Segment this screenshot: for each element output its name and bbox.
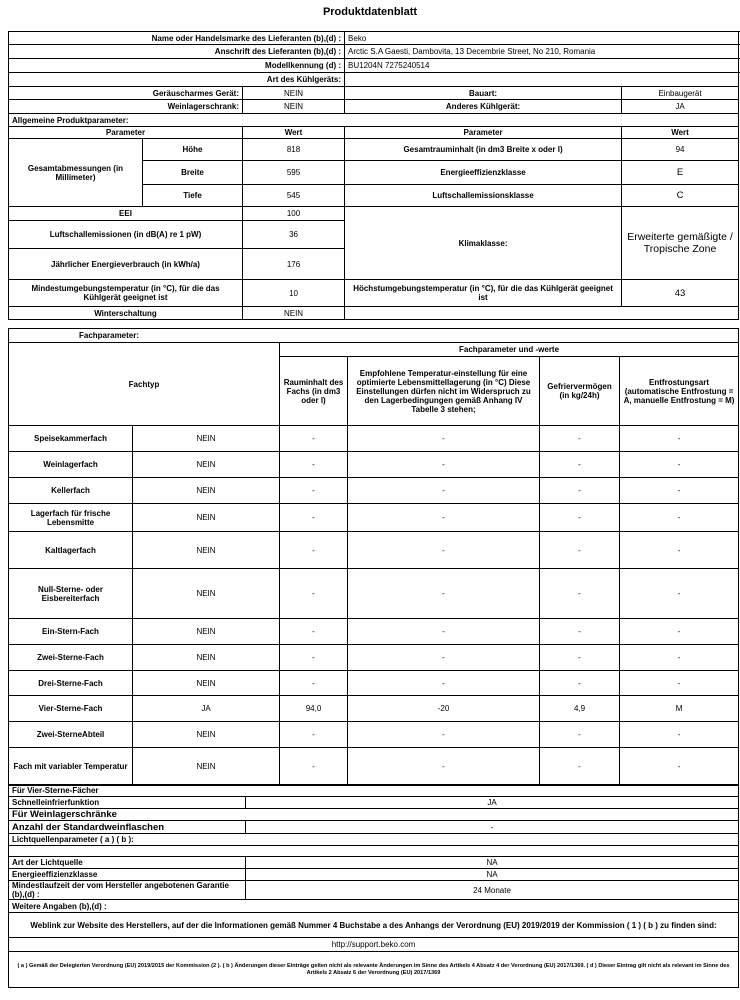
noise-class-label: Luftschallemissionsklasse — [345, 185, 622, 207]
compartment-row — [9, 671, 739, 696]
compartment-volume: 94,0 — [280, 696, 348, 722]
general-table — [8, 31, 739, 320]
page-title: Produktdatenblatt — [322, 6, 418, 18]
other-appliance-value: JA — [622, 100, 739, 114]
weblink-text: Weblink zur Website des Herstellers, auf der die Informationen gemäß Nummer 4 Buchstabe a des Anhangs der Verordnung (EU) 2019/2019 der Kommission ( 1 ) ( b ) zu finden sind: — [9, 913, 739, 938]
compartment-volume: - — [280, 426, 348, 452]
width-value: 595 — [243, 161, 345, 185]
compartment-temp: - — [348, 452, 540, 478]
light-section-title: Lichtquellenparameter ( a ) ( b ): — [9, 834, 739, 846]
bottles-value: - — [246, 821, 739, 834]
compartments-section-title: Fachparameter: — [9, 329, 739, 343]
compartment-name: Kellerfach — [9, 478, 133, 504]
compartment-freeze: - — [540, 426, 620, 452]
compartment-present: NEIN — [133, 504, 280, 532]
compartment-freeze: - — [540, 532, 620, 569]
winter-empty — [345, 307, 739, 320]
compartment-defrost: - — [620, 722, 739, 748]
supplier-address-value: Arctic S.A Gaesti, Dambovita, 13 Decembrie Street, No 210, Romania — [345, 45, 739, 59]
light-class-label: Energieeffizienzklasse — [9, 869, 246, 881]
compartment-row — [9, 722, 739, 748]
height-value: 818 — [243, 139, 345, 161]
noise-class-value: C — [622, 185, 739, 207]
compartment-defrost: - — [620, 452, 739, 478]
compartment-temp: - — [348, 645, 540, 671]
compartment-temp: - — [348, 569, 540, 619]
compartment-freeze: - — [540, 452, 620, 478]
energy-consumption-value: 176 — [243, 249, 345, 280]
compartment-present: NEIN — [133, 426, 280, 452]
compartment-name: Fach mit variabler Temperatur — [9, 748, 133, 786]
compartment-temp: - — [348, 671, 540, 696]
compartment-defrost: - — [620, 569, 739, 619]
compartment-defrost: M — [620, 696, 739, 722]
footnote: ( a ) Gemäß der Delegierten Verordnung (EU) 2019/2015 der Kommission (2 ). ( b ) Änderungen dieser Einträge gelten nicht als relevante Änderungen im Sinne des Artikels 4 Absatz 4 der Verordnung (EU) 2017/1369. ( d ) Dieser Eintrag gilt nicht als relevant im Sinne des Artikels 2 Absatz 6 der Verordnung (EU) 2017/1369 — [9, 952, 739, 988]
compartment-row — [9, 748, 739, 786]
low-noise-label: Geräuscharmes Gerät: — [9, 87, 243, 100]
supplier-address-label: Anschrift des Lieferanten (b),(d) : — [9, 45, 345, 59]
freeze-col-header: Gefriervermögen (in kg/24h) — [540, 357, 620, 426]
compartment-volume: - — [280, 619, 348, 645]
compartment-name: Drei-Sterne-Fach — [9, 671, 133, 696]
supplier-name-value: Beko — [345, 32, 739, 45]
light-type-value: NA — [246, 857, 739, 869]
energy-consumption-label: Jährlicher Energieverbrauch (in kWh/a) — [9, 249, 243, 280]
value-header: Wert — [243, 127, 345, 139]
type-value — [345, 73, 739, 87]
compartment-present: JA — [133, 696, 280, 722]
compartment-temp: - — [348, 478, 540, 504]
compartment-group-header: Fachparameter und -werte — [280, 343, 739, 357]
compartment-name: Zwei-Sterne-Fach — [9, 645, 133, 671]
param-header: Parameter — [9, 127, 243, 139]
compartment-freeze: - — [540, 748, 620, 786]
compartment-volume: - — [280, 532, 348, 569]
compartment-freeze: - — [540, 478, 620, 504]
compartment-volume: - — [280, 452, 348, 478]
compartment-row — [9, 504, 739, 532]
depth-value: 545 — [243, 185, 345, 207]
model-value: BU1204N 7275240514 — [345, 59, 739, 73]
compartment-row — [9, 569, 739, 619]
supplier-name-label: Name oder Handelsmarke des Lieferanten (b),(d) : — [9, 32, 345, 45]
compartment-freeze: - — [540, 722, 620, 748]
dimensions-label: Gesamtabmessungen (in Millimeter) — [9, 139, 143, 207]
climate-label: Klimaklasse: — [345, 207, 622, 280]
volume-col-header: Rauminhalt des Fachs (in dm3 oder l) — [280, 357, 348, 426]
volume-label: Gesamtrauminhalt (in dm3 Breite x oder l) — [345, 139, 622, 161]
compartment-temp: - — [348, 504, 540, 532]
temp-col-header: Empfohlene Temperatur-einstellung für eine optimierte Lebensmittellagerung (in °C) Diese Einstellungen dürfen nicht im Widerspruch zu den Lagerbedingungen gemäß Anhang IV Tabelle 3 stehen; — [348, 357, 540, 426]
fast-freeze-label: Schnelleinfrierfunktion — [9, 797, 246, 809]
compartment-name: Vier-Sterne-Fach — [9, 696, 133, 722]
light-class-value: NA — [246, 869, 739, 881]
compartment-freeze: - — [540, 619, 620, 645]
model-label: Modellkennung (d) : — [9, 59, 345, 73]
design-value: Einbaugerät — [622, 87, 739, 100]
compartment-freeze: 4,9 — [540, 696, 620, 722]
warranty-label: Mindestlaufzeit der vom Hersteller angebotenen Garantie (b),(d) : — [9, 881, 246, 900]
value-header-2: Wert — [622, 127, 739, 139]
light-spacer — [9, 846, 739, 857]
compartment-name: Kaltlagerfach — [9, 532, 133, 569]
compartment-rows — [9, 426, 739, 786]
compartment-type-header: Fachtyp — [9, 343, 280, 426]
further-info-label: Weitere Angaben (b),(d) : — [9, 900, 739, 913]
height-label: Höhe — [143, 139, 243, 161]
compartment-present: NEIN — [133, 569, 280, 619]
bottles-label: Anzahl der Standardweinflaschen — [9, 821, 246, 834]
eei-label: EEI — [9, 207, 243, 221]
warranty-value: 24 Monate — [246, 881, 739, 900]
wine-section-title: Für Weinlagerschränke — [9, 809, 739, 821]
winter-label: Winterschaltung — [9, 307, 243, 320]
min-temp-label: Mindestumgebungstemperatur (in °C), für die das Kühlgerät geeignet ist — [9, 280, 243, 307]
wine-cabinet-label: Weinlagerschrank: — [9, 100, 243, 114]
defrost-col-header: Entfrostungsart (automatische Entfrostung = A, manuelle Entfrostung = M) — [620, 357, 739, 426]
climate-value: Erweiterte gemäßigte / Tropische Zone — [622, 207, 739, 280]
compartment-present: NEIN — [133, 532, 280, 569]
compartment-present: NEIN — [133, 645, 280, 671]
support-link[interactable]: http://support.beko.com — [9, 938, 739, 952]
compartment-defrost: - — [620, 619, 739, 645]
param-header-2: Parameter — [345, 127, 622, 139]
compartment-present: NEIN — [133, 671, 280, 696]
four-star-section-title: Für Vier-Sterne-Fächer — [9, 785, 739, 797]
light-type-label: Art der Lichtquelle — [9, 857, 246, 869]
max-temp-label: Höchstumgebungstemperatur (in °C), für die das Kühlgerät geeignet ist — [345, 280, 622, 307]
compartment-volume: - — [280, 478, 348, 504]
eei-value: 100 — [243, 207, 345, 221]
compartments-table — [8, 328, 739, 786]
winter-value: NEIN — [243, 307, 345, 320]
volume-value: 94 — [622, 139, 739, 161]
compartment-defrost: - — [620, 671, 739, 696]
compartment-freeze: - — [540, 504, 620, 532]
fast-freeze-value: JA — [246, 797, 739, 809]
compartment-volume: - — [280, 722, 348, 748]
compartment-present: NEIN — [133, 452, 280, 478]
energy-class-value: E — [622, 161, 739, 185]
compartment-defrost: - — [620, 426, 739, 452]
compartment-name: Speisekammerfach — [9, 426, 133, 452]
compartment-volume: - — [280, 569, 348, 619]
compartment-name: Zwei-SterneAbteil — [9, 722, 133, 748]
compartment-row — [9, 532, 739, 569]
general-section-title: Allgemeine Produktparameter: — [9, 114, 739, 127]
compartment-defrost: - — [620, 532, 739, 569]
design-label: Bauart: — [345, 87, 622, 100]
compartment-present: NEIN — [133, 478, 280, 504]
width-label: Breite — [143, 161, 243, 185]
bottom-table — [8, 784, 739, 988]
other-appliance-label: Anderes Kühlgerät: — [345, 100, 622, 114]
compartment-name: Ein-Stern-Fach — [9, 619, 133, 645]
compartment-row — [9, 619, 739, 645]
compartment-defrost: - — [620, 504, 739, 532]
compartment-name: Null-Sterne- oder Eisbereiterfach — [9, 569, 133, 619]
compartment-temp: - — [348, 748, 540, 786]
compartment-temp: - — [348, 722, 540, 748]
compartment-row — [9, 645, 739, 671]
compartment-temp: -20 — [348, 696, 540, 722]
compartment-row — [9, 452, 739, 478]
compartment-present: NEIN — [133, 619, 280, 645]
compartment-defrost: - — [620, 478, 739, 504]
compartment-temp: - — [348, 532, 540, 569]
energy-class-label: Energieeffizienzklasse — [345, 161, 622, 185]
compartment-present: NEIN — [133, 722, 280, 748]
compartment-row — [9, 696, 739, 722]
compartment-temp: - — [348, 426, 540, 452]
compartment-row — [9, 478, 739, 504]
max-temp-value: 43 — [622, 280, 739, 307]
compartment-volume: - — [280, 748, 348, 786]
compartment-volume: - — [280, 645, 348, 671]
depth-label: Tiefe — [143, 185, 243, 207]
compartment-freeze: - — [540, 569, 620, 619]
compartment-name: Lagerfach für frische Lebensmitte — [9, 504, 133, 532]
min-temp-value: 10 — [243, 280, 345, 307]
compartment-defrost: - — [620, 748, 739, 786]
compartment-defrost: - — [620, 645, 739, 671]
compartment-volume: - — [280, 671, 348, 696]
low-noise-value: NEIN — [243, 87, 345, 100]
compartment-freeze: - — [540, 671, 620, 696]
wine-cabinet-value: NEIN — [243, 100, 345, 114]
noise-emission-label: Luftschallemissionen (in dB(A) re 1 pW) — [9, 221, 243, 249]
compartment-volume: - — [280, 504, 348, 532]
noise-emission-value: 36 — [243, 221, 345, 249]
compartment-name: Weinlagerfach — [9, 452, 133, 478]
compartment-freeze: - — [540, 645, 620, 671]
compartment-row — [9, 426, 739, 452]
type-label: Art des Kühlgeräts: — [9, 73, 345, 87]
compartment-temp: - — [348, 619, 540, 645]
compartment-present: NEIN — [133, 748, 280, 786]
